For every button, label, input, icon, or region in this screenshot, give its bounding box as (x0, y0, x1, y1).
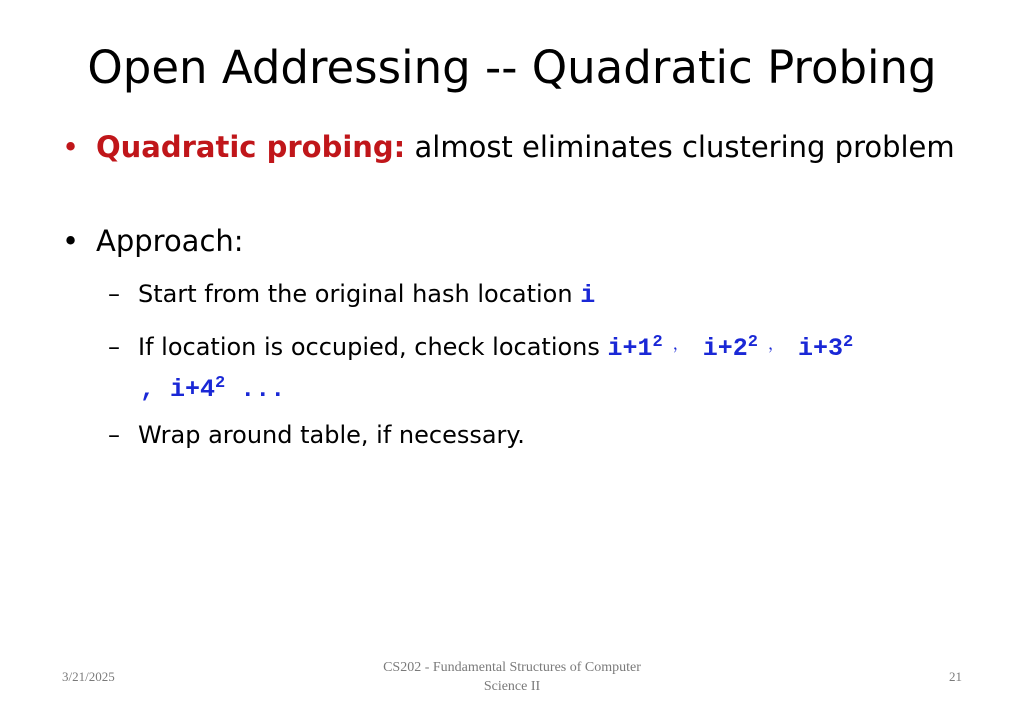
footer-course-line1: CS202 - Fundamental Structures of Computer (383, 660, 641, 675)
bullet-emphasis: Quadratic probing: (96, 130, 406, 164)
code-i: i (580, 281, 596, 310)
subbullet-start (108, 276, 595, 314)
subbullet-text: If location is occupied, check locations (138, 333, 608, 361)
code-ellipsis: ... (225, 375, 286, 404)
separator: ， (767, 334, 784, 353)
subbullet-check-locations-continued (140, 366, 285, 408)
bullet-quadratic-probing (62, 127, 955, 167)
subbullet-check-locations (108, 325, 853, 367)
subbullet-wrap-around (108, 417, 525, 453)
subbullet-marker: – (108, 421, 120, 449)
subbullet-marker: – (108, 333, 120, 361)
slide-title: Open Addressing -- Quadratic Probing (87, 41, 937, 94)
bullet-marker: • (62, 130, 80, 164)
separator: ， (672, 334, 689, 353)
bullet-text: almost eliminates clustering problem (405, 130, 955, 164)
code-comma: , (140, 375, 171, 404)
footer-course (330, 658, 694, 696)
bullet-text: Approach: (96, 224, 244, 258)
code-i-plus-4-squared: $i+4^2$ (170, 374, 226, 404)
subbullet-text: Wrap around table, if necessary. (138, 421, 525, 449)
subbullet-text: Start from the original hash location (138, 280, 581, 308)
bullet-marker: • (62, 224, 80, 258)
code-i-plus-1-squared: $i+1^2$ (607, 333, 663, 363)
code-i-plus-2-squared: $i+2^2$ (702, 333, 758, 363)
bullet-approach (62, 221, 244, 261)
code-i-plus-3-squared: $i+3^2$ (797, 333, 854, 363)
footer-course-line2: Science II (483, 679, 541, 694)
page-number: 21 (949, 669, 962, 684)
footer-date: 3/21/2025 (62, 669, 115, 684)
subbullet-marker: – (108, 280, 120, 308)
